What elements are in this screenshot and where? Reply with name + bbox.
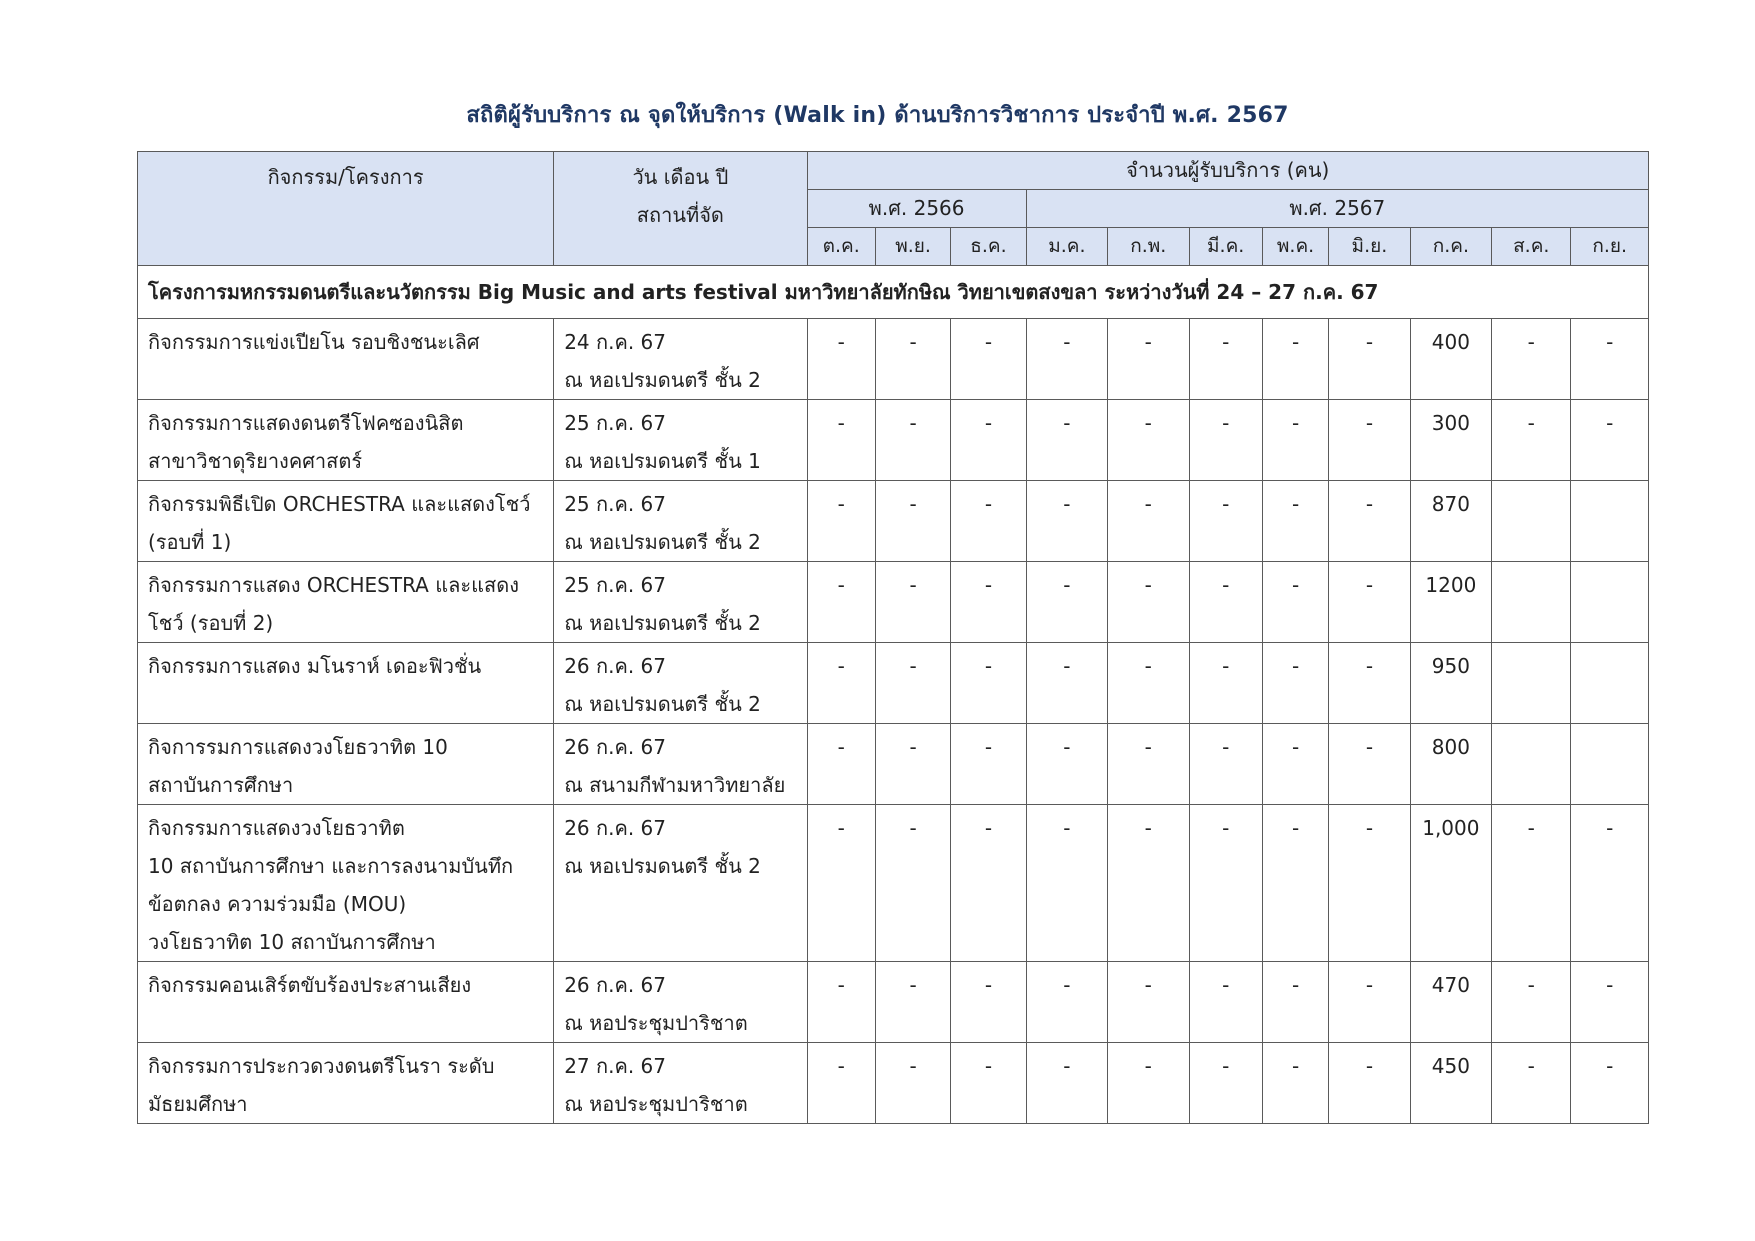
header-month: ก.พ.	[1108, 228, 1189, 266]
section-row	[138, 266, 1649, 319]
count-cell: 870	[1410, 481, 1491, 562]
activity-line: กิจการรมการแสดงวงโยธวาทิต 10	[148, 735, 448, 759]
count-cell: -	[1262, 724, 1328, 805]
count-cell: -	[1262, 643, 1328, 724]
count-cell: -	[1329, 319, 1410, 400]
count-cell: -	[1329, 1043, 1410, 1124]
count-cell: -	[875, 481, 950, 562]
activity-line: กิจกรรมการแสดงดนตรีโฟคซองนิสิต	[148, 411, 464, 435]
count-cell: -	[1571, 962, 1649, 1043]
count-cell: -	[875, 724, 950, 805]
count-cell: -	[1189, 643, 1262, 724]
table-row	[138, 319, 1649, 400]
place-line: ณ หอเปรมดนตรี ชั้น 1	[564, 449, 761, 473]
count-cell: -	[1329, 962, 1410, 1043]
count-cell: -	[1262, 1043, 1328, 1124]
count-cell: -	[1492, 962, 1571, 1043]
activity-line: มัธยมศึกษา	[148, 1092, 248, 1116]
count-cell: -	[1026, 1043, 1107, 1124]
count-cell: -	[1189, 400, 1262, 481]
activity-line: สาขาวิชาดุริยางคศาสตร์	[148, 449, 363, 473]
count-cell: -	[875, 562, 950, 643]
date-line: 27 ก.ค. 67	[564, 1054, 667, 1078]
date-line: 25 ก.ค. 67	[564, 492, 667, 516]
activity-cell	[138, 724, 554, 805]
date-place-cell	[554, 562, 807, 643]
count-cell: -	[951, 643, 1026, 724]
table-body	[138, 266, 1649, 1124]
count-cell	[1571, 643, 1649, 724]
count-cell: -	[1108, 319, 1189, 400]
header-date-place	[554, 152, 807, 266]
count-cell: -	[1262, 805, 1328, 962]
activity-line: 10 สถาบันการศึกษา และการลงนามบันทึก	[148, 854, 514, 878]
activity-line: กิจกรรมการแข่งเปียโน รอบชิงชนะเลิศ	[148, 330, 480, 354]
count-cell: 950	[1410, 643, 1491, 724]
table-row	[138, 724, 1649, 805]
activity-cell	[138, 962, 554, 1043]
activity-cell	[138, 319, 554, 400]
count-cell: -	[1189, 724, 1262, 805]
count-cell: -	[1189, 805, 1262, 962]
count-cell: -	[875, 1043, 950, 1124]
count-cell: -	[807, 562, 875, 643]
count-cell	[1492, 724, 1571, 805]
count-cell	[1571, 724, 1649, 805]
activity-line: กิจกรรมการประกวดวงดนตรีโนรา ระดับ	[148, 1054, 495, 1078]
count-cell: -	[807, 962, 875, 1043]
count-cell: -	[1026, 562, 1107, 643]
date-place-cell	[554, 805, 807, 962]
count-cell: -	[1329, 724, 1410, 805]
count-cell: -	[1329, 805, 1410, 962]
date-place-cell	[554, 962, 807, 1043]
count-cell: -	[1108, 724, 1189, 805]
count-cell: -	[1492, 805, 1571, 962]
header-month: ส.ค.	[1492, 228, 1571, 266]
count-cell: -	[1571, 1043, 1649, 1124]
count-cell: -	[951, 562, 1026, 643]
date-line: 26 ก.ค. 67	[564, 816, 667, 840]
activity-line: กิจกรรมการแสดง มโนราห์ เดอะฟิวชั่น	[148, 654, 482, 678]
count-cell: -	[1262, 481, 1328, 562]
activity-line: กิจกรรมคอนเสิร์ตขับร้องประสานเสียง	[148, 973, 472, 997]
count-cell: 450	[1410, 1043, 1491, 1124]
count-cell: -	[951, 805, 1026, 962]
header-month: ต.ค.	[807, 228, 875, 266]
date-line: 26 ก.ค. 67	[564, 735, 667, 759]
count-cell: -	[1189, 1043, 1262, 1124]
count-cell: -	[875, 400, 950, 481]
table-row	[138, 400, 1649, 481]
table-row	[138, 962, 1649, 1043]
count-cell	[1492, 562, 1571, 643]
count-cell	[1492, 643, 1571, 724]
date-line: 24 ก.ค. 67	[564, 330, 667, 354]
count-cell: -	[875, 319, 950, 400]
header-year-2566: พ.ศ. 2566	[807, 190, 1026, 228]
count-cell: -	[1262, 400, 1328, 481]
table-row	[138, 805, 1649, 962]
place-line: ณ หอเปรมดนตรี ชั้น 2	[564, 692, 761, 716]
count-cell: -	[1262, 962, 1328, 1043]
count-cell: -	[1108, 1043, 1189, 1124]
header-place-label: สถานที่จัด	[636, 203, 724, 227]
count-cell: -	[1026, 400, 1107, 481]
count-cell: -	[1026, 724, 1107, 805]
header-date-label: วัน เดือน ปี	[632, 165, 729, 189]
header-month: มิ.ย.	[1329, 228, 1410, 266]
table-header	[138, 152, 1649, 266]
count-cell: -	[1492, 319, 1571, 400]
page-title: สถิติผู้รับบริการ ณ จุดให้บริการ (Walk in) ด้านบริการวิชาการ ประจำปี พ.ศ. 2567	[466, 103, 1289, 128]
count-cell: -	[1492, 400, 1571, 481]
table-row	[138, 562, 1649, 643]
count-cell: -	[1189, 562, 1262, 643]
count-cell: 400	[1410, 319, 1491, 400]
place-line: ณ หอเปรมดนตรี ชั้น 2	[564, 854, 761, 878]
count-cell: -	[1108, 562, 1189, 643]
count-cell: -	[807, 805, 875, 962]
date-line: 26 ก.ค. 67	[564, 973, 667, 997]
header-month: พ.ย.	[875, 228, 950, 266]
header-month: ธ.ค.	[951, 228, 1026, 266]
count-cell: -	[1329, 643, 1410, 724]
table-row	[138, 643, 1649, 724]
count-cell: -	[807, 481, 875, 562]
count-cell: -	[1262, 319, 1328, 400]
count-cell: -	[951, 481, 1026, 562]
header-month: พ.ค.	[1262, 228, 1328, 266]
activity-line: กิจกรรมการแสดงวงโยธวาทิต	[148, 816, 405, 840]
activity-cell	[138, 643, 554, 724]
count-cell: -	[1329, 400, 1410, 481]
activity-cell	[138, 562, 554, 643]
count-cell: -	[1189, 319, 1262, 400]
count-cell: -	[1108, 400, 1189, 481]
count-cell: -	[1026, 481, 1107, 562]
activity-cell	[138, 1043, 554, 1124]
place-line: ณ หอเปรมดนตรี ชั้น 2	[564, 530, 761, 554]
count-cell: -	[875, 962, 950, 1043]
count-cell	[1571, 481, 1649, 562]
activity-cell	[138, 481, 554, 562]
count-cell: -	[1262, 562, 1328, 643]
date-line: 25 ก.ค. 67	[564, 411, 667, 435]
count-cell: -	[1026, 319, 1107, 400]
count-cell: -	[1329, 481, 1410, 562]
count-cell: -	[807, 724, 875, 805]
count-cell: -	[951, 319, 1026, 400]
place-line: ณ หอประชุมปาริชาต	[564, 1092, 748, 1116]
date-place-cell	[554, 724, 807, 805]
header-activity	[138, 152, 554, 266]
date-place-cell	[554, 400, 807, 481]
activity-cell	[138, 400, 554, 481]
header-activity-label: กิจกรรม/โครงการ	[267, 165, 424, 189]
header-month: มี.ค.	[1189, 228, 1262, 266]
count-cell: -	[1108, 481, 1189, 562]
count-cell: -	[875, 643, 950, 724]
count-cell: 1200	[1410, 562, 1491, 643]
place-line: ณ หอประชุมปาริชาต	[564, 1011, 748, 1035]
count-cell: -	[1108, 805, 1189, 962]
count-cell	[1571, 562, 1649, 643]
count-cell: -	[1571, 400, 1649, 481]
count-cell: -	[951, 962, 1026, 1043]
table-row	[138, 1043, 1649, 1124]
date-place-cell	[554, 481, 807, 562]
count-cell: -	[875, 805, 950, 962]
date-place-cell	[554, 643, 807, 724]
count-cell: 300	[1410, 400, 1491, 481]
count-cell: -	[951, 400, 1026, 481]
activity-line: กิจกรรมพิธีเปิด ORCHESTRA และแสดงโชว์	[148, 492, 531, 516]
count-cell: -	[1026, 805, 1107, 962]
count-cell: -	[1026, 643, 1107, 724]
activity-line: วงโยธวาทิต 10 สถาบันการศึกษา	[148, 930, 436, 954]
count-cell: -	[1571, 805, 1649, 962]
count-cell: -	[1571, 319, 1649, 400]
header-month: ก.ค.	[1410, 228, 1491, 266]
count-cell: -	[951, 724, 1026, 805]
date-place-cell	[554, 319, 807, 400]
count-cell: 800	[1410, 724, 1491, 805]
header-month: ก.ย.	[1571, 228, 1649, 266]
activity-line: กิจกรรมการแสดง ORCHESTRA และแสดง	[148, 573, 519, 597]
date-line: 26 ก.ค. 67	[564, 654, 667, 678]
date-place-cell	[554, 1043, 807, 1124]
count-cell: 470	[1410, 962, 1491, 1043]
date-line: 25 ก.ค. 67	[564, 573, 667, 597]
activity-line: ข้อตกลง ความร่วมมือ (MOU)	[148, 892, 407, 916]
section-title: โครงการมหกรรมดนตรีและนวัตกรรม Big Music and arts festival มหาวิทยาลัยทักษิณ วิทยาเขตสงขลา ระหว่างวันที่ 24 – 27 ก.ค. 67	[138, 266, 1649, 319]
count-cell: -	[807, 400, 875, 481]
count-cell: 1,000	[1410, 805, 1491, 962]
count-cell: -	[1026, 962, 1107, 1043]
statistics-table	[137, 151, 1649, 1124]
count-cell: -	[1189, 962, 1262, 1043]
header-service-count: จำนวนผู้รับบริการ (คน)	[807, 152, 1648, 190]
count-cell: -	[807, 643, 875, 724]
place-line: ณ หอเปรมดนตรี ชั้น 2	[564, 368, 761, 392]
count-cell: -	[1108, 643, 1189, 724]
activity-line: โชว์ (รอบที่ 2)	[148, 611, 274, 635]
count-cell: -	[807, 319, 875, 400]
activity-cell	[138, 805, 554, 962]
place-line: ณ หอเปรมดนตรี ชั้น 2	[564, 611, 761, 635]
activity-line: (รอบที่ 1)	[148, 530, 232, 554]
count-cell: -	[1189, 481, 1262, 562]
place-line: ณ สนามกีฬามหาวิทยาลัย	[564, 773, 786, 797]
header-month: ม.ค.	[1026, 228, 1107, 266]
count-cell: -	[807, 1043, 875, 1124]
count-cell	[1492, 481, 1571, 562]
header-year-2567: พ.ศ. 2567	[1026, 190, 1648, 228]
count-cell: -	[1492, 1043, 1571, 1124]
count-cell: -	[1108, 962, 1189, 1043]
count-cell: -	[951, 1043, 1026, 1124]
count-cell: -	[1329, 562, 1410, 643]
activity-line: สถาบันการศึกษา	[148, 773, 294, 797]
table-row	[138, 481, 1649, 562]
